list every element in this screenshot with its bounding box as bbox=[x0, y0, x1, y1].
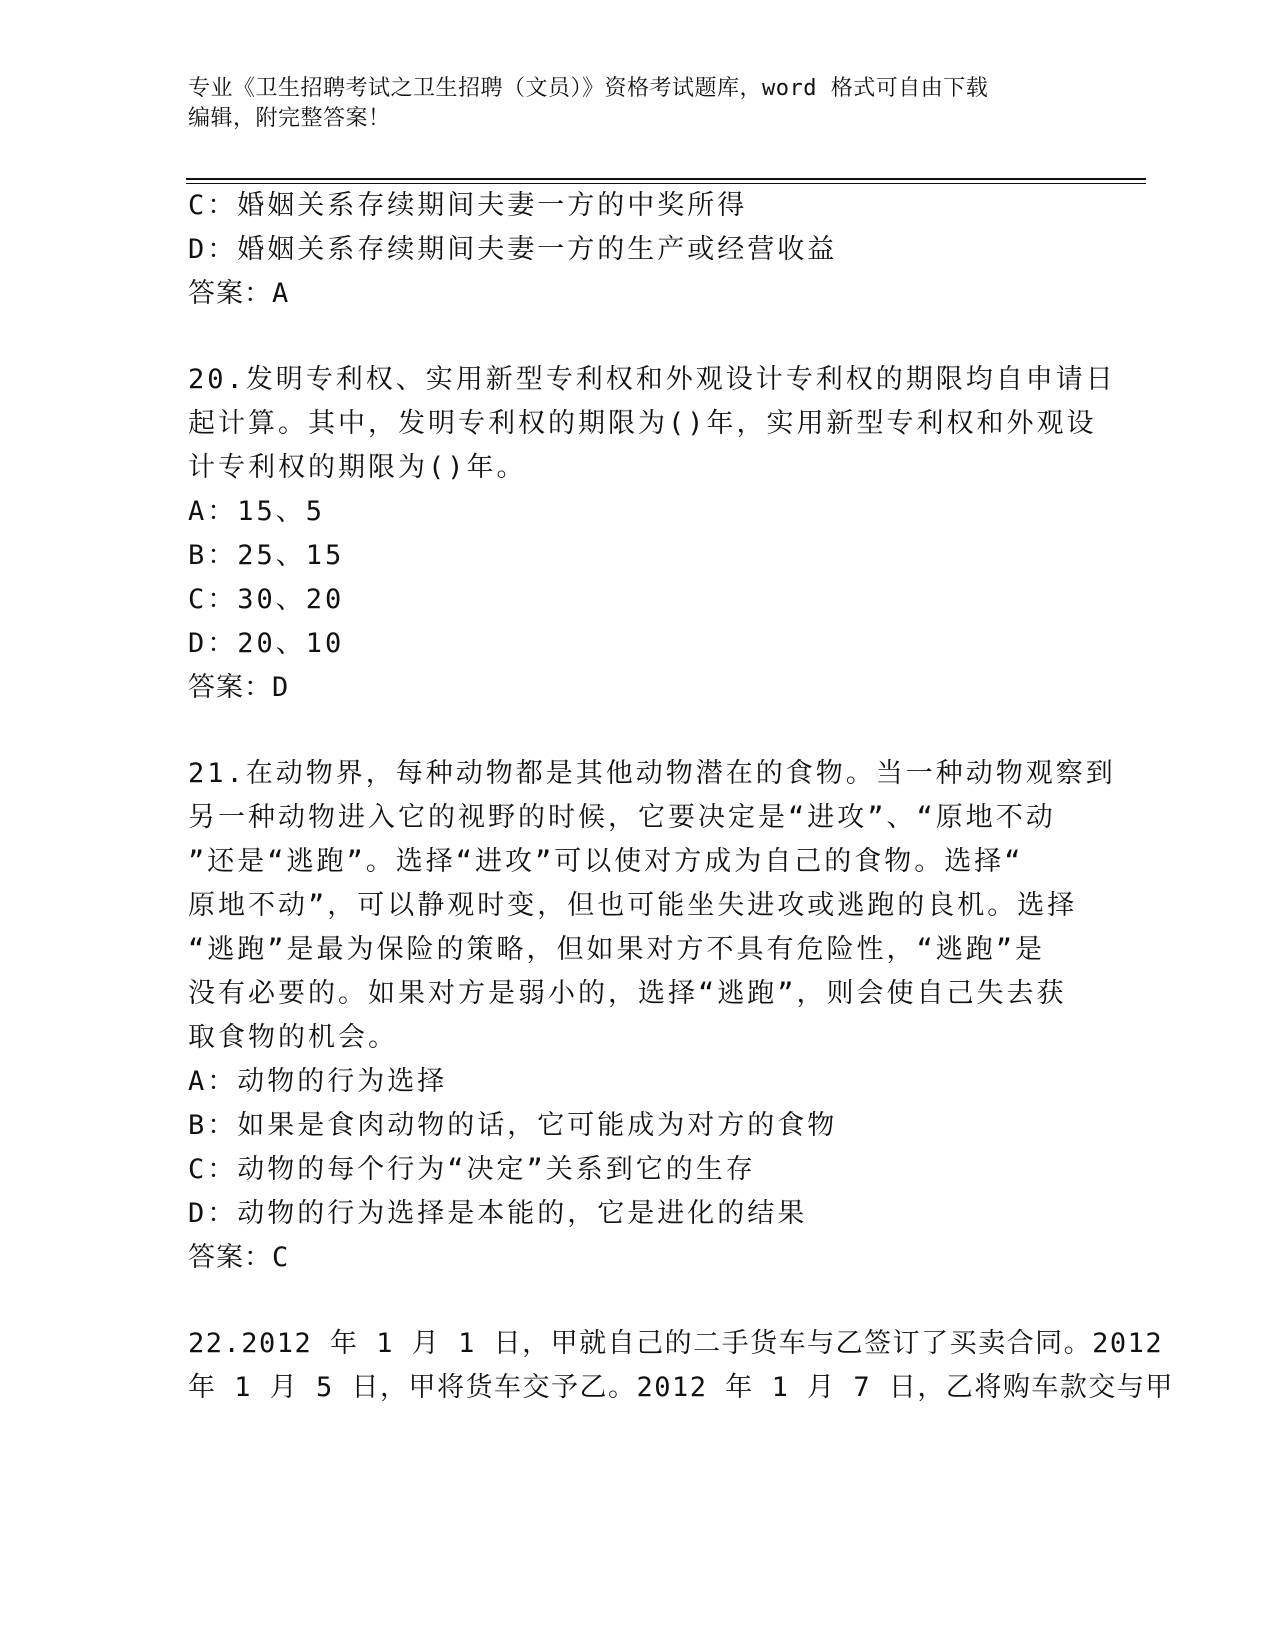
header-rule-thick bbox=[186, 178, 1146, 180]
q21-stem-line: “逃跑”是最为保险的策略，但如果对方不具有危险性，“逃跑”是 bbox=[188, 934, 1046, 965]
q20-stem-line: 20.发明专利权、实用新型专利权和外观设计专利权的期限均自申请日 bbox=[188, 364, 1116, 395]
q20-option-b: B：25、15 bbox=[188, 540, 345, 571]
q20-option-d: D：20、10 bbox=[188, 628, 345, 659]
q21-option-a: A：动物的行为选择 bbox=[188, 1066, 448, 1097]
q21-stem-line: 21.在动物界，每种动物都是其他动物潜在的食物。当一种动物观察到 bbox=[188, 758, 1116, 789]
q21-option-d: D：动物的行为选择是本能的，它是进化的结果 bbox=[188, 1198, 808, 1229]
q22-stem-line: 年 1 月 5 日，甲将货车交予乙。2012 年 1 月 7 日，乙将购车款交与甲 bbox=[188, 1372, 1174, 1403]
q20-stem-line: 计专利权的期限为()年。 bbox=[188, 452, 527, 483]
q21-answer: 答案：C bbox=[188, 1242, 290, 1273]
q21-stem-line: 原地不动”，可以静观时变，但也可能坐失进攻或逃跑的良机。选择 bbox=[188, 890, 1078, 921]
q21-stem-line: 另一种动物进入它的视野的时候，它要决定是“进攻”、“原地不动 bbox=[188, 802, 1056, 833]
q20-stem-line: 起计算。其中，发明专利权的期限为()年，实用新型专利权和外观设 bbox=[188, 408, 1097, 439]
header-line-2: 编辑，附完整答案！ bbox=[188, 106, 391, 131]
q20-option-c: C：30、20 bbox=[188, 584, 345, 615]
q19-answer: 答案：A bbox=[188, 278, 290, 309]
q21-stem-line: ”还是“逃跑”。选择“进攻”可以使对方成为自己的食物。选择“ bbox=[188, 846, 1024, 877]
q20-option-a: A：15、5 bbox=[188, 496, 326, 527]
q21-stem-line: 没有必要的。如果对方是弱小的，选择“逃跑”，则会使自己失去获 bbox=[188, 978, 1067, 1009]
q21-stem-line: 取食物的机会。 bbox=[188, 1022, 398, 1053]
header-line-1: 专业《卫生招聘考试之卫生招聘（文员）》资格考试题库，word 格式可自由下载 bbox=[188, 76, 989, 101]
page-header bbox=[188, 74, 1068, 134]
q21-option-b: B：如果是食肉动物的话，它可能成为对方的食物 bbox=[188, 1110, 838, 1141]
q20-answer: 答案：D bbox=[188, 672, 290, 703]
header-rule-thin bbox=[186, 183, 1146, 184]
q19-option-d: D：婚姻关系存续期间夫妻一方的生产或经营收益 bbox=[188, 234, 838, 265]
q22-stem-line: 22.2012 年 1 月 1 日，甲就自己的二手货车与乙签订了买卖合同。2012 bbox=[188, 1328, 1164, 1359]
q19-option-c: C：婚姻关系存续期间夫妻一方的中奖所得 bbox=[188, 190, 748, 221]
q21-option-c: C：动物的每个行为“决定”关系到它的生存 bbox=[188, 1154, 756, 1185]
